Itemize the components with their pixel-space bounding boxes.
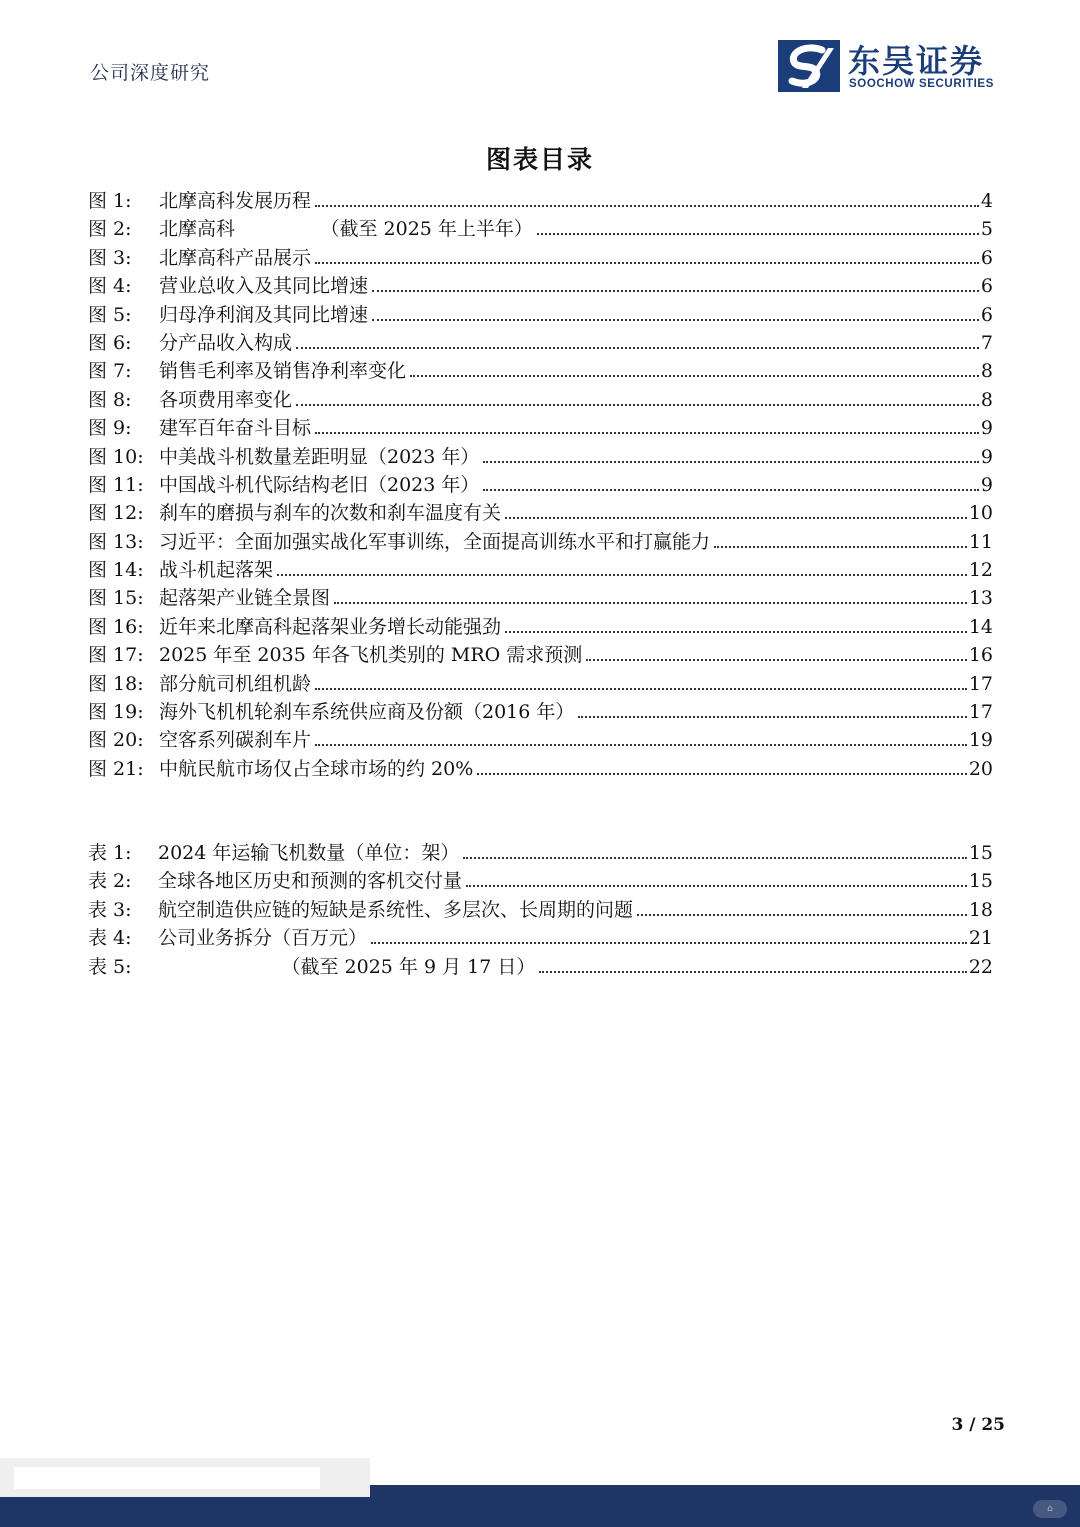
entry-page: 15 <box>968 870 993 893</box>
entry-number: 图 10: <box>88 445 144 468</box>
figure-entry[interactable] <box>88 356 993 384</box>
entry-page: 14 <box>968 615 993 638</box>
table-entry[interactable] <box>88 838 993 866</box>
entry-page: 9 <box>980 417 993 440</box>
entry-page: 5 <box>980 218 993 241</box>
entry-page: 10 <box>968 502 993 525</box>
entry-title: 各项费用率变化 <box>159 388 293 411</box>
entry-title: 营业总收入及其同比增速 <box>159 275 369 298</box>
entry-number: 图 6: <box>88 331 132 354</box>
entry-number: 表 3: <box>88 898 132 921</box>
entry-number: 图 7: <box>88 360 132 383</box>
entry-page: 12 <box>968 559 993 582</box>
dot-leader <box>578 716 966 718</box>
dot-leader <box>505 517 967 519</box>
entry-number: 图 15: <box>88 587 144 610</box>
entry-title: 近年来北摩高科起落架业务增长动能强劲 <box>159 615 502 638</box>
figure-entry[interactable] <box>88 612 993 640</box>
figure-entry[interactable] <box>88 527 993 555</box>
dot-leader <box>637 914 967 916</box>
entry-title: 公司业务拆分（百万元） <box>158 927 368 950</box>
entry-title: 部分航司机组机龄 <box>159 672 312 695</box>
page-number: 3 / 25 <box>951 1415 1005 1435</box>
entry-title: 刹车的磨损与刹车的次数和刹车温度有关 <box>159 502 502 525</box>
figure-entry[interactable] <box>88 498 993 526</box>
table-entry[interactable] <box>88 923 993 951</box>
dot-leader <box>372 290 979 292</box>
entry-number: 图 8: <box>88 388 132 411</box>
entry-title: 全球各地区历史和预测的客机交付量 <box>158 870 463 893</box>
dot-leader <box>334 602 967 604</box>
entry-page: 17 <box>968 701 993 724</box>
dot-leader <box>315 688 967 690</box>
entry-title: 战斗机起落架 <box>159 559 274 582</box>
dot-leader <box>483 489 979 491</box>
entry-page: 15 <box>968 842 993 864</box>
entry-title: 2025 年至 2035 年各飞机类别的 MRO 需求预测 <box>159 644 583 667</box>
entry-title: 起落架产业链全景图 <box>159 587 331 610</box>
dot-leader <box>372 319 979 321</box>
report-type-label: 公司深度研究 <box>90 62 211 84</box>
dot-leader <box>539 971 966 973</box>
soochow-logo-mark-icon <box>778 40 840 92</box>
entry-page: 8 <box>980 388 993 411</box>
entry-title: 2024 年运输飞机数量（单位：架） <box>158 842 460 864</box>
dot-leader <box>410 375 979 377</box>
entry-title: 空客系列碳刹车片 <box>159 729 312 752</box>
dot-leader <box>477 773 967 775</box>
entry-number: 图 11: <box>88 473 144 496</box>
entry-number: 表 5: <box>88 955 132 978</box>
entry-page: 20 <box>968 757 993 780</box>
entry-number: 图 12: <box>88 502 144 525</box>
entry-number: 图 3: <box>88 246 132 269</box>
entry-number: 图 20: <box>88 729 144 752</box>
entry-number: 图 5: <box>88 303 132 326</box>
entry-number: 表 2: <box>88 870 132 893</box>
watermark-icon: ⌂ <box>1033 1500 1067 1518</box>
table-entry[interactable] <box>88 895 993 923</box>
entry-page: 9 <box>980 445 993 468</box>
dot-leader <box>277 574 967 576</box>
dot-leader <box>483 461 979 463</box>
entry-number: 表 1: <box>88 842 132 864</box>
logo-chinese-name: 东吴证券 <box>848 42 985 80</box>
figure-entry[interactable] <box>88 583 993 611</box>
figure-entry[interactable] <box>88 186 993 214</box>
figure-entry[interactable] <box>88 640 993 668</box>
entry-page: 21 <box>968 927 993 950</box>
entry-number: 图 14: <box>88 559 144 582</box>
figure-entry[interactable] <box>88 214 993 242</box>
figure-entry[interactable] <box>88 328 993 356</box>
entry-number: 图 9: <box>88 417 132 440</box>
entry-title: 北摩高科产品展示 <box>159 246 312 269</box>
figure-entry[interactable] <box>88 300 993 328</box>
dot-leader <box>315 262 979 264</box>
entry-title: 中航民航市场仅占全球市场的约 20% <box>159 757 474 780</box>
entry-number: 图 19: <box>88 701 144 724</box>
table-entry[interactable] <box>88 952 993 980</box>
dot-leader <box>463 857 966 859</box>
figure-entry[interactable] <box>88 470 993 498</box>
figure-entry[interactable] <box>88 413 993 441</box>
entry-title: 北摩高科 （截至 2025 年上半年） <box>159 218 533 241</box>
entry-page: 13 <box>968 587 993 610</box>
entry-page: 19 <box>968 729 993 752</box>
entry-page: 7 <box>980 331 993 354</box>
entry-number: 图 1: <box>88 190 132 212</box>
dot-leader <box>296 404 979 406</box>
entry-title: 销售毛利率及销售净利率变化 <box>159 360 407 383</box>
dot-leader <box>371 942 967 944</box>
soochow-logo <box>778 40 1008 95</box>
logo-english-name: SOOCHOW SECURITIES <box>849 78 994 90</box>
figure-entry[interactable] <box>88 385 993 413</box>
entry-page: 6 <box>980 246 993 269</box>
entry-title: 分产品收入构成 <box>159 331 293 354</box>
dot-leader <box>586 659 967 661</box>
entry-title: 习近平：全面加强实战化军事训练，全面提高训练水平和打赢能力 <box>159 530 711 553</box>
entry-title: 北摩高科发展历程 <box>159 190 312 212</box>
entry-number: 图 4: <box>88 275 132 298</box>
entry-title: 中美战斗机数量差距明显（2023 年） <box>159 445 480 468</box>
figure-entry[interactable] <box>88 555 993 583</box>
entry-page: 4 <box>980 190 993 212</box>
figure-entry[interactable] <box>88 754 993 782</box>
dot-leader <box>296 347 979 349</box>
entry-page: 16 <box>968 644 993 667</box>
figure-entry[interactable] <box>88 725 993 753</box>
dot-leader <box>315 744 967 746</box>
entry-number: 图 21: <box>88 757 144 780</box>
figure-entry[interactable] <box>88 243 993 271</box>
entry-page: 17 <box>968 672 993 695</box>
entry-number: 图 18: <box>88 672 144 695</box>
entry-title: 归母净利润及其同比增速 <box>159 303 369 326</box>
toc-title: 图表目录 <box>485 145 594 174</box>
table-entry[interactable] <box>88 866 993 894</box>
dot-leader <box>315 432 979 434</box>
figure-entry[interactable] <box>88 442 993 470</box>
dot-leader <box>505 631 967 633</box>
figure-entry[interactable] <box>88 271 993 299</box>
entry-title: 建军百年奋斗目标 <box>159 417 312 440</box>
entry-title: 中国战斗机代际结构老旧（2023 年） <box>159 473 480 496</box>
entry-title: （截至 2025 年 9 月 17 日） <box>158 955 536 978</box>
dot-leader <box>537 233 979 235</box>
footer-left-inner-block <box>14 1467 320 1489</box>
entry-number: 图 17: <box>88 644 144 667</box>
entry-number: 图 2: <box>88 218 132 241</box>
entry-number: 图 13: <box>88 530 144 553</box>
entry-page: 9 <box>980 473 993 496</box>
entry-title: 海外飞机机轮刹车系统供应商及份额（2016 年） <box>159 701 575 724</box>
entry-page: 8 <box>980 360 993 383</box>
figure-entry[interactable] <box>88 697 993 725</box>
dot-leader <box>714 546 967 548</box>
entry-number: 表 4: <box>88 927 132 950</box>
dot-leader <box>315 205 979 207</box>
figure-entry[interactable] <box>88 669 993 697</box>
figure-list <box>88 186 993 782</box>
entry-number: 图 16: <box>88 615 144 638</box>
entry-page: 22 <box>968 955 993 978</box>
entry-page: 6 <box>980 275 993 298</box>
dot-leader <box>466 885 967 887</box>
entry-page: 6 <box>980 303 993 326</box>
entry-title: 航空制造供应链的短缺是系统性、多层次、长周期的问题 <box>158 898 634 921</box>
entry-page: 18 <box>968 898 993 921</box>
table-list <box>88 838 993 980</box>
entry-page: 11 <box>968 530 993 553</box>
